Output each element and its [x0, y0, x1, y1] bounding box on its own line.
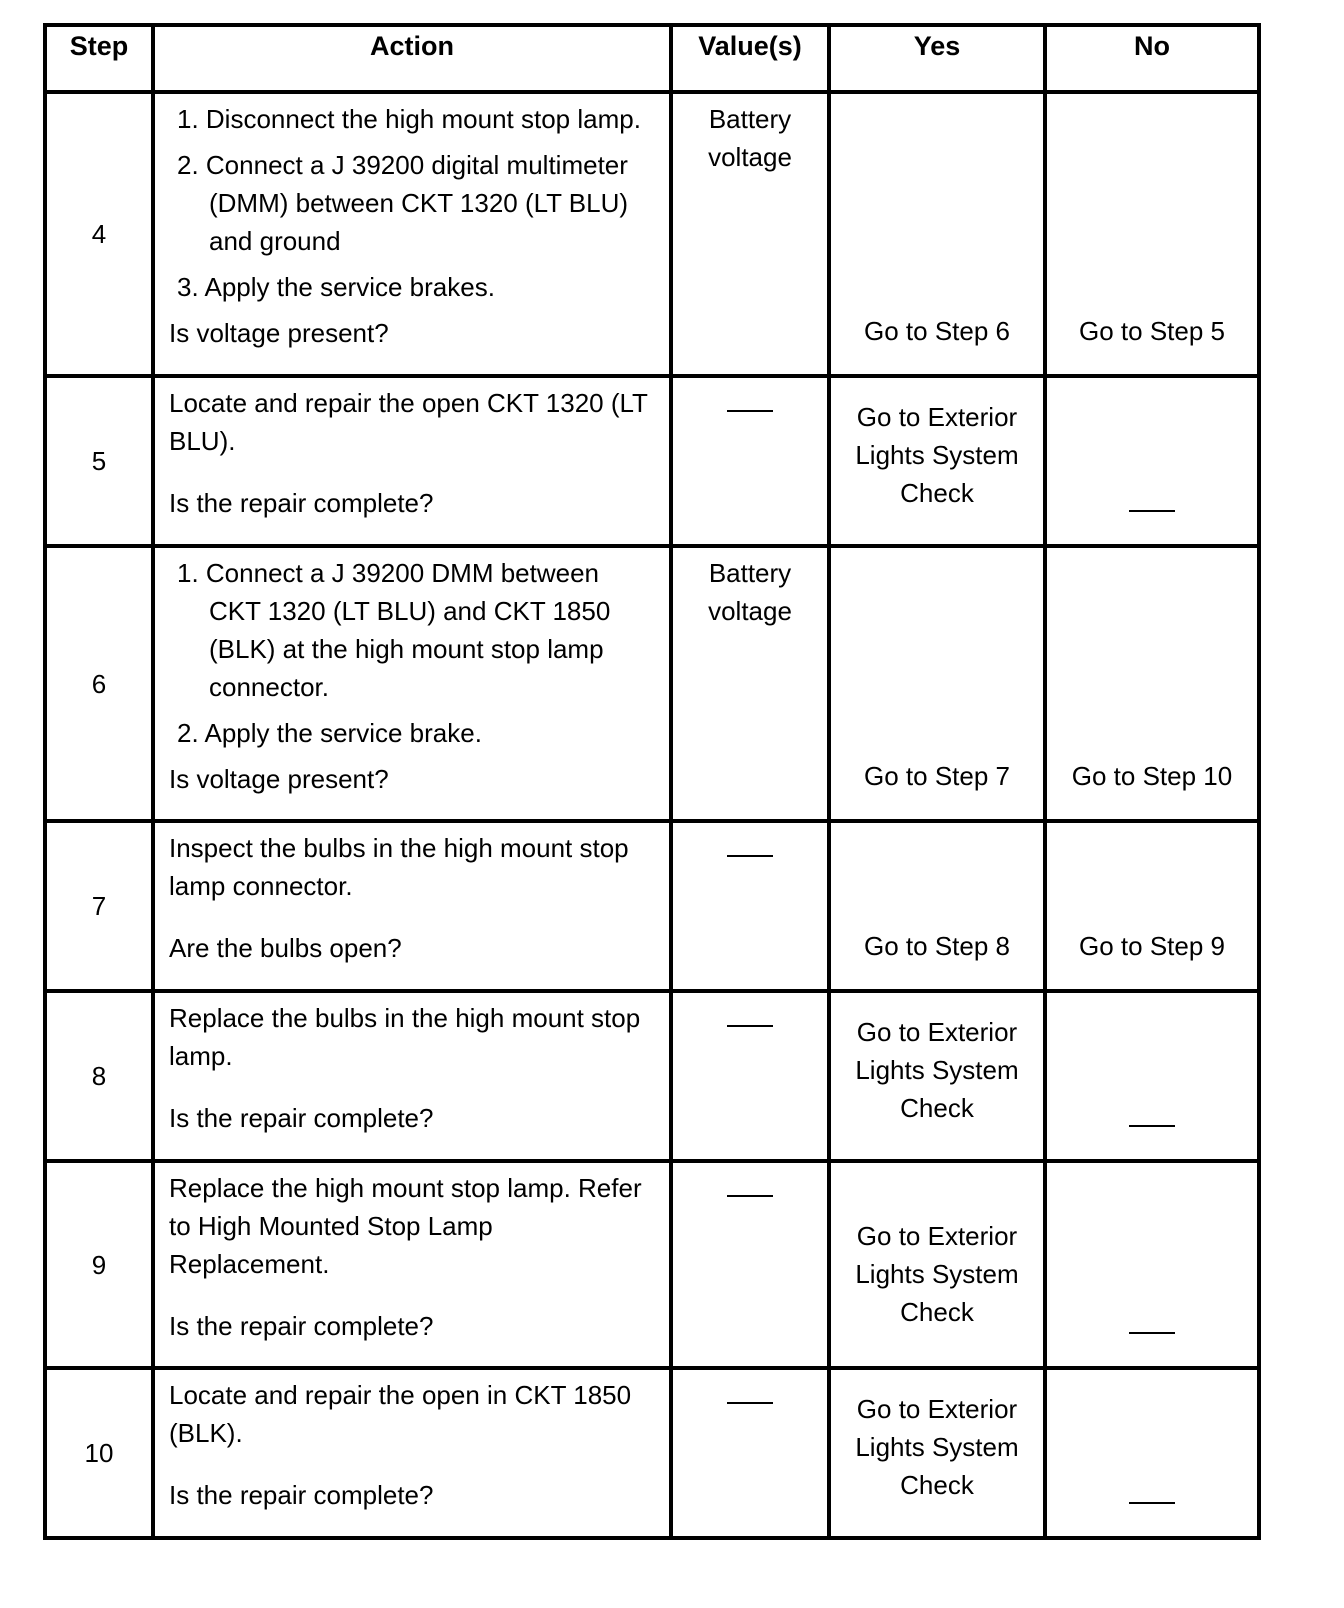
yes-text: Go to Exterior Lights System Check: [855, 402, 1019, 508]
action-question: Is the repair complete?: [169, 1103, 434, 1133]
action-item: 1. Connect a J 39200 DMM between CKT 1320 (LT BLU) and CKT 1850 (BLK) at the high mount stop lamp connector.: [177, 558, 611, 702]
yes-cell: [829, 1368, 1045, 1538]
step-number: 9: [45, 1161, 153, 1368]
header-action: Action: [153, 25, 671, 92]
header-yes: Yes: [829, 25, 1045, 92]
table-row-step-7: [45, 821, 1259, 991]
header-no: No: [1045, 25, 1259, 92]
action-item: 3. Apply the service brakes.: [177, 272, 495, 302]
action-question: Is the repair complete?: [169, 1480, 434, 1510]
action-cell: [153, 991, 671, 1161]
action-question: Are the bulbs open?: [169, 933, 402, 963]
step-number: 8: [45, 991, 153, 1161]
action-question: Is the repair complete?: [169, 488, 434, 518]
yes-cell: [829, 991, 1045, 1161]
value-cell: [671, 376, 829, 546]
action-text: Locate and repair the open CKT 1320 (LT BLU).: [169, 388, 648, 456]
value-empty-dash: [727, 855, 773, 857]
action-item: 2. Apply the service brake.: [177, 718, 482, 748]
action-cell: [153, 1368, 671, 1538]
table-row-step-4: [45, 92, 1259, 376]
action-cell: [153, 546, 671, 821]
no-cell: Go to Step 10: [1045, 546, 1259, 821]
value-empty-dash: [727, 1195, 773, 1197]
step-number: 10: [45, 1368, 153, 1538]
no-empty-dash: [1129, 1125, 1175, 1127]
action-list: [169, 100, 655, 306]
value-text: Battery voltage: [708, 104, 792, 172]
diagnostic-table: [43, 23, 1261, 1540]
no-cell: Go to Step 5: [1045, 92, 1259, 376]
value-cell: [671, 546, 829, 821]
no-empty-dash: [1129, 1502, 1175, 1504]
no-cell: Go to Step 9: [1045, 821, 1259, 991]
action-text: Inspect the bulbs in the high mount stop lamp connector.: [169, 833, 629, 901]
action-question: Is voltage present?: [169, 318, 389, 348]
action-text: Replace the high mount stop lamp. Refer to High Mounted Stop Lamp Replacement.: [169, 1173, 642, 1279]
value-empty-dash: [727, 1025, 773, 1027]
table-row-step-5: [45, 376, 1259, 546]
table-row-step-6: [45, 546, 1259, 821]
yes-cell: [829, 1161, 1045, 1368]
action-item: 1. Disconnect the high mount stop lamp.: [177, 104, 641, 134]
value-cell: [671, 991, 829, 1161]
header-step: Step: [45, 25, 153, 92]
yes-cell: Go to Step 6: [829, 92, 1045, 376]
yes-text: Go to Exterior Lights System Check: [855, 1017, 1019, 1123]
action-cell: [153, 1161, 671, 1368]
step-number: 5: [45, 376, 153, 546]
no-empty-dash: [1129, 510, 1175, 512]
action-question: Is the repair complete?: [169, 1311, 434, 1341]
step-number: 7: [45, 821, 153, 991]
step-number: 6: [45, 546, 153, 821]
value-cell: [671, 1368, 829, 1538]
yes-text: Go to Exterior Lights System Check: [855, 1220, 1019, 1327]
no-empty-dash: [1129, 1332, 1175, 1334]
no-cell: [1045, 991, 1259, 1161]
no-cell: [1045, 376, 1259, 546]
action-text: Replace the bulbs in the high mount stop lamp.: [169, 1003, 641, 1071]
action-item: 2. Connect a J 39200 digital multimeter (DMM) between CKT 1320 (LT BLU) and ground: [177, 150, 629, 256]
action-cell: [153, 376, 671, 546]
yes-cell: Go to Step 8: [829, 821, 1045, 991]
value-text: Battery voltage: [708, 558, 792, 626]
step-number: 4: [45, 92, 153, 376]
value-cell: [671, 821, 829, 991]
value-empty-dash: [727, 410, 773, 412]
value-cell: [671, 1161, 829, 1368]
table-row-step-10: [45, 1368, 1259, 1538]
yes-cell: Go to Step 7: [829, 546, 1045, 821]
yes-text: Go to Exterior Lights System Check: [855, 1394, 1019, 1500]
header-values: Value(s): [671, 25, 829, 92]
value-empty-dash: [727, 1402, 773, 1404]
value-cell: [671, 92, 829, 376]
action-text: Locate and repair the open in CKT 1850 (BLK).: [169, 1380, 632, 1448]
diagnostic-table-page: [43, 23, 1261, 1540]
action-list: [169, 554, 655, 752]
table-header-row: [45, 25, 1259, 92]
no-cell: [1045, 1161, 1259, 1368]
yes-cell: [829, 376, 1045, 546]
action-question: Is voltage present?: [169, 764, 389, 794]
table-row-step-8: [45, 991, 1259, 1161]
action-cell: [153, 821, 671, 991]
no-cell: [1045, 1368, 1259, 1538]
table-row-step-9: [45, 1161, 1259, 1368]
action-cell: [153, 92, 671, 376]
